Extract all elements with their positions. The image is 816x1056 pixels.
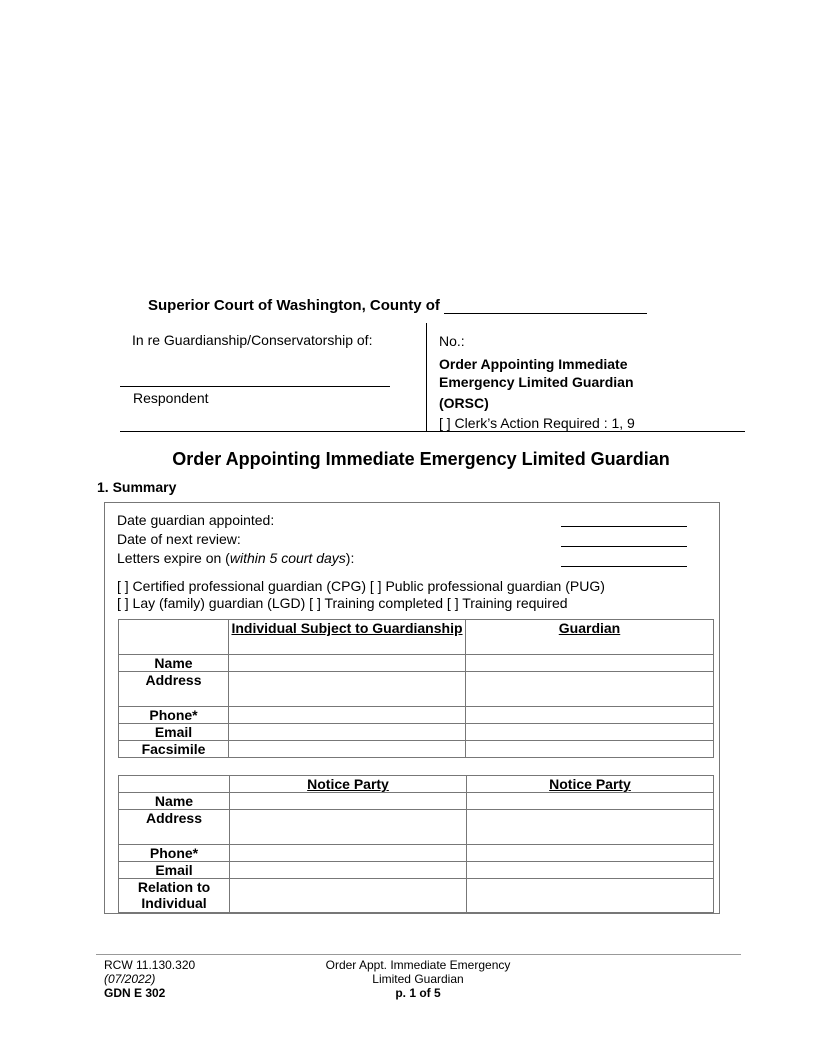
date-appointed-label: Date guardian appointed:	[117, 512, 275, 528]
row-label-address: Address	[119, 810, 230, 845]
section-heading-summary: 1. Summary	[97, 479, 177, 495]
individual-name-cell[interactable]	[229, 655, 466, 672]
footer-statute: RCW 11.130.320	[104, 958, 196, 972]
individual-email-cell[interactable]	[229, 724, 466, 741]
row-label-email: Email	[119, 724, 229, 741]
row-label-name: Name	[119, 793, 230, 810]
guardian-address-cell[interactable]	[466, 672, 714, 707]
guardian-phone-cell[interactable]	[466, 707, 714, 724]
case-number-label: No.:	[439, 333, 465, 349]
notice-party-2-name-cell[interactable]	[467, 793, 714, 810]
row-label-facsimile: Facsimile	[119, 741, 229, 758]
next-review-field[interactable]	[561, 546, 687, 547]
footer-center	[318, 958, 518, 1000]
in-re-label: In re Guardianship/Conservatorship of:	[132, 332, 373, 348]
footer-date: (07/2022)	[104, 972, 156, 986]
footer-rule	[96, 954, 741, 955]
footer-left	[104, 958, 195, 1000]
row-label-address: Address	[119, 672, 229, 707]
doc-title-line1: Order Appointing Immediate	[439, 356, 628, 372]
footer-title-line2: Limited Guardian	[372, 972, 464, 986]
column-header-notice-party-1: Notice Party	[230, 776, 467, 793]
row-label-name: Name	[119, 655, 229, 672]
individual-address-cell[interactable]	[229, 672, 466, 707]
doc-code: (ORSC)	[439, 395, 489, 411]
row-label-email: Email	[119, 862, 230, 879]
caption-divider	[426, 323, 427, 432]
individual-phone-cell[interactable]	[229, 707, 466, 724]
notice-party-1-relation-cell[interactable]	[230, 879, 467, 913]
clerk-action-checkbox[interactable]: [ ] Clerk’s Action Required : 1, 9	[439, 415, 635, 431]
notice-party-2-email-cell[interactable]	[467, 862, 714, 879]
column-header-individual: Individual Subject to Guardianship	[229, 620, 466, 655]
notice-party-1-phone-cell[interactable]	[230, 845, 467, 862]
court-title: Superior Court of Washington, County of	[148, 297, 647, 314]
guardian-fax-cell[interactable]	[466, 741, 714, 758]
footer-form-number: GDN E 302	[104, 986, 166, 1000]
guardian-email-cell[interactable]	[466, 724, 714, 741]
notice-party-2-address-cell[interactable]	[467, 810, 714, 845]
row-label-relation: Relation to Individual	[119, 879, 230, 913]
notice-party-1-name-cell[interactable]	[230, 793, 467, 810]
notice-party-2-relation-cell[interactable]	[467, 879, 714, 913]
doc-title-line2: Emergency Limited Guardian	[439, 374, 634, 390]
individual-fax-cell[interactable]	[229, 741, 466, 758]
respondent-label: Respondent	[133, 390, 209, 406]
table-corner	[119, 620, 229, 655]
guardian-type-options-1[interactable]: [ ] Certified professional guardian (CPG) [ ] Public professional guardian (PUG)	[117, 578, 605, 594]
column-header-guardian: Guardian	[466, 620, 714, 655]
footer-page-number: p. 1 of 5	[395, 986, 441, 1000]
row-label-phone: Phone*	[119, 845, 230, 862]
date-appointed-field[interactable]	[561, 526, 687, 527]
caption-bottom-rule	[120, 431, 745, 432]
next-review-label: Date of next review:	[117, 531, 241, 547]
notice-party-1-email-cell[interactable]	[230, 862, 467, 879]
letters-expire-field[interactable]	[561, 566, 687, 567]
footer-title-line1: Order Appt. Immediate Emergency	[325, 958, 511, 972]
respondent-name-line[interactable]	[120, 386, 390, 387]
letters-expire-label: Letters expire on (within 5 court days):	[117, 550, 355, 566]
county-blank[interactable]	[444, 298, 647, 314]
notice-party-1-address-cell[interactable]	[230, 810, 467, 845]
column-header-notice-party-2: Notice Party	[467, 776, 714, 793]
guardian-type-options-2[interactable]: [ ] Lay (family) guardian (LGD) [ ] Training completed [ ] Training required	[117, 595, 568, 611]
notice-party-table	[118, 775, 714, 913]
parties-table	[118, 619, 714, 758]
page-title: Order Appointing Immediate Emergency Limited Guardian	[172, 449, 670, 469]
row-label-phone: Phone*	[119, 707, 229, 724]
guardian-name-cell[interactable]	[466, 655, 714, 672]
table-corner	[119, 776, 230, 793]
notice-party-2-phone-cell[interactable]	[467, 845, 714, 862]
